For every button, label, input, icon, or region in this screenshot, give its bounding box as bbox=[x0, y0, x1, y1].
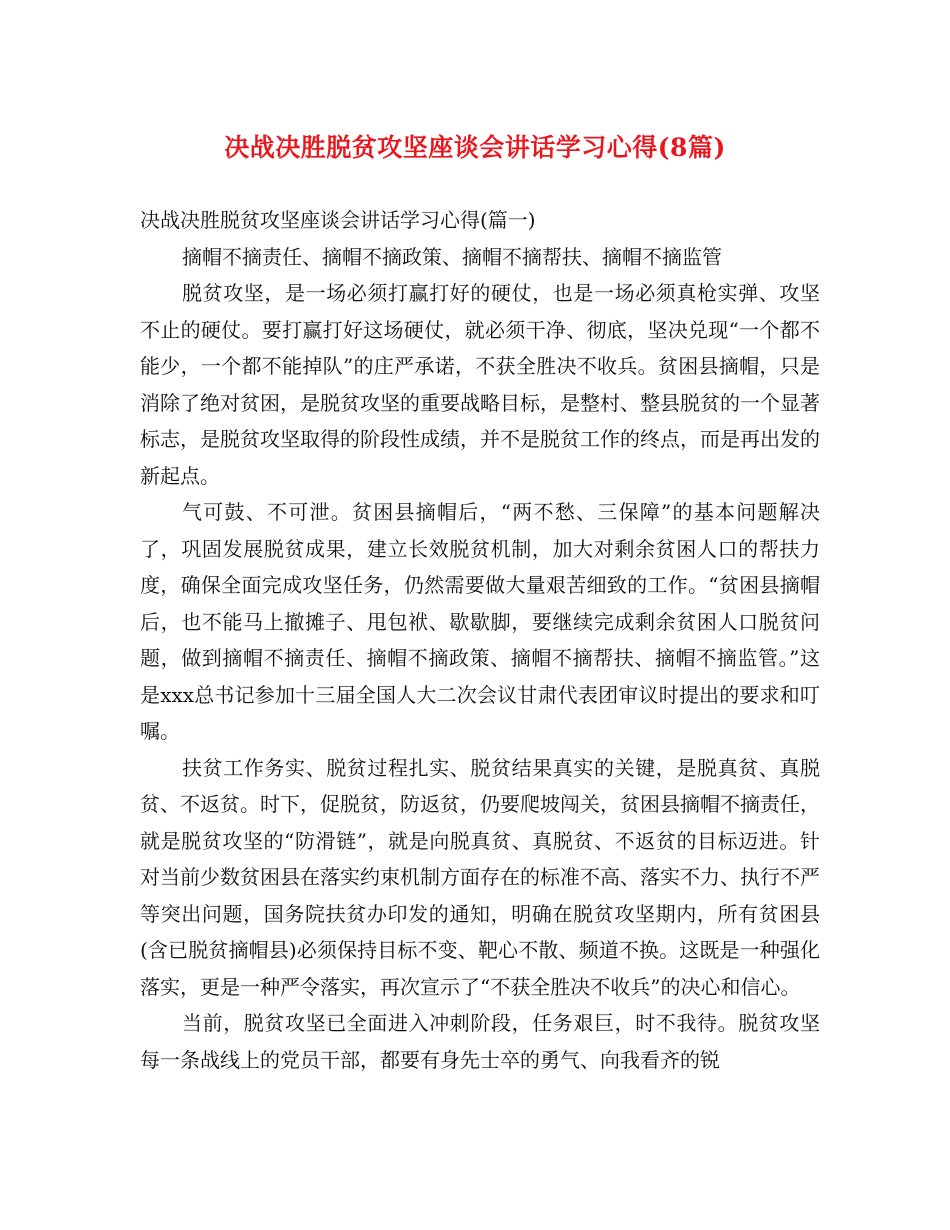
paragraph: 当前，脱贫攻坚已全面进入冲刺阶段，任务艰巨，时不我待。脱贫攻坚每一条战线上的党员干部，都要有身先士卒的勇气、向我看齐的锐 bbox=[140, 1011, 820, 1072]
paragraph-subtitle: 摘帽不摘责任、摘帽不摘政策、摘帽不摘帮扶、摘帽不摘监管 bbox=[182, 244, 722, 269]
paragraph: 脱贫攻坚，是一场必须打赢打好的硬仗，也是一场必须真枪实弹、攻坚不止的硬仗。要打赢打好这场硬仗，就必须干净、彻底，坚决兑现“一个都不能少，一个都不能掉队”的庄严承诺，不获全胜决不收兵。贫困县摘帽，只是消除了绝对贫困，是脱贫攻坚的重要战略目标，是整村、整县脱贫的一个显著标志，是脱贫攻坚取得的阶段性成绩，并不是脱贫工作的终点，而是再出发的新起点。 bbox=[140, 281, 820, 488]
paragraph: 扶贫工作务实、脱贫过程扎实、脱贫结果真实的关键，是脱真贫、真脱贫、不返贫。时下，促脱贫，防返贫，仍要爬坡闯关，贫困县摘帽不摘责任，就是脱贫攻坚的“防滑链”，就是向脱真贫、真脱贫、不返贫的目标迈进。针对当前少数贫困县在落实约束机制方面存在的标准不高、落实不力、执行不严等突出问题，国务院扶贫办印发的通知，明确在脱贫攻坚期内，所有贫困县(含已脱贫摘帽县)必须保持目标不变、靶心不散、频道不换。这既是一种强化落实，更是一种严令落实，再次宣示了“不获全胜决不收兵”的决心和信心。 bbox=[140, 755, 820, 999]
paragraph: 气可鼓、不可泄。贫困县摘帽后，“两不愁、三保障”的基本问题解决了，巩固发展脱贫成果，建立长效脱贫机制，加大对剩余贫困人口的帮扶力度，确保全面完成攻坚任务，仍然需要做大量艰苦细致的工作。“贫困县摘帽后，也不能马上撤摊子、甩包袱、歇歇脚，要继续完成剩余贫困人口脱贫问题，做到摘帽不摘责任、摘帽不摘政策、摘帽不摘帮扶、摘帽不摘监管。”这是xxx总书记参加十三届全国人大二次会议甘肃代表团审议时提出的要求和叮嘱。 bbox=[140, 500, 820, 743]
section-heading: 决战决胜脱贫攻坚座谈会讲话学习心得(篇一) bbox=[140, 208, 536, 232]
document-body bbox=[140, 202, 820, 1078]
document-title: 决战决胜脱贫攻坚座谈会讲话学习心得(8篇) bbox=[224, 133, 726, 162]
